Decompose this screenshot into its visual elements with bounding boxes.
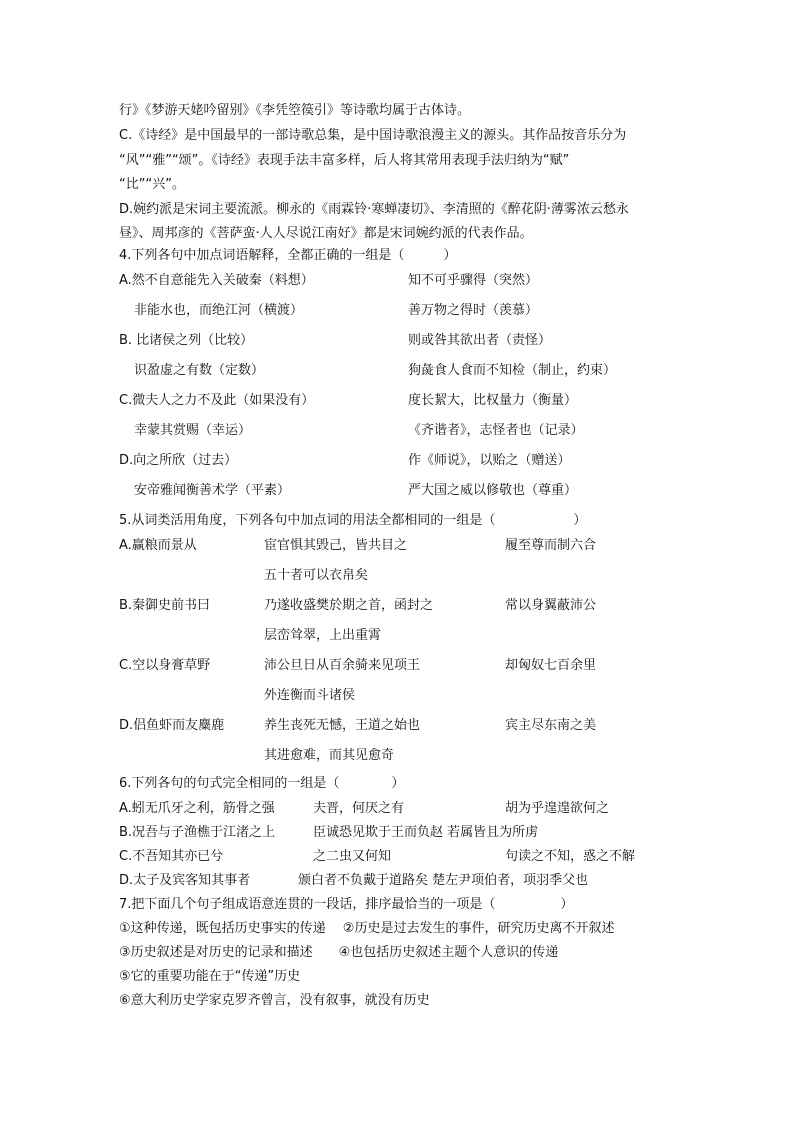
q7-sentence: ③历史叙述是对历史的记录和描述 ④也包括历史叙述主题个人意识的传递 xyxy=(119,945,559,960)
q4-option: 善万物之得时（羡慕） xyxy=(408,303,539,318)
q4-option: 非能水也，而绝江河（横渡） xyxy=(134,303,304,318)
q6-option: D.太子及宾客知其事者 xyxy=(119,873,251,888)
q6-option: 胡为乎遑遑欲何之 xyxy=(505,801,610,816)
q4-option: 知不可乎骤得（突然） xyxy=(408,273,539,288)
option-c-line: C.《诗经》是中国最早的一部诗歌总集，是中国诗歌浪漫主义的源头。其作品按音乐分为 xyxy=(119,128,627,143)
q5-option: 层峦耸翠，上出重霄 xyxy=(264,628,382,643)
q7-sentence: ①这种传递，既包括历史事实的传递 ②历史是过去发生的事件，研究历史离不开叙述 xyxy=(119,921,615,936)
q5-option: C.空以身膏草野 xyxy=(119,658,211,673)
text-line: “风”“雅”“颂”。《诗经》表现手法丰富多样，后人将其常用表现手法归纳为“赋” xyxy=(119,153,570,168)
q4-option: 作《师说》，以贻之（赠送） xyxy=(408,453,571,468)
q4-option: C.微夫人之力不及此（如果没有） xyxy=(119,393,315,408)
q5-option: 常以身翼蔽沛公 xyxy=(505,598,597,613)
q4-option: A.然不自意能先入关破秦（料想） xyxy=(119,273,314,288)
q7-sentence: ⑤它的重要功能在于“传递”历史 xyxy=(119,969,301,984)
q5-option: 却匈奴七百余里 xyxy=(505,658,597,673)
option-d-line: D.婉约派是宋词主要流派。柳永的《雨霖铃·寒蝉凄切》、李清照的《醉花阴·薄雾浓云愁永 xyxy=(119,202,629,217)
q5-option: 乃遂收盛樊於期之首，函封之 xyxy=(264,598,434,613)
q5-option: 宦官惧其毁己，皆共目之 xyxy=(264,538,408,553)
q6-option: B.况吾与子渔樵于江渚之上 xyxy=(119,825,276,840)
q5-option: 宾主尽东南之美 xyxy=(505,718,597,733)
q4-option: 《齐谐者》，志怪者也（记录） xyxy=(408,423,584,438)
q5-option: 沛公旦日从百余骑来见项王 xyxy=(264,658,421,673)
q6-option: 夫晋，何厌之有 xyxy=(313,801,405,816)
q5-option: 履至尊而制六合 xyxy=(505,538,597,553)
q5-option: A.赢粮而景从 xyxy=(119,538,197,553)
text-line: 昼》、周邦彦的《菩萨蛮·人人尽说江南好》都是宋词婉约派的代表作品。 xyxy=(119,226,533,241)
q5-option: 养生丧死无憾，王道之始也 xyxy=(264,718,421,733)
question-4-stem: 4.下列各句中加点词语解释，全都正确的一组是（ ） xyxy=(119,248,457,263)
q4-option: 识盈虚之有数（定数） xyxy=(134,363,265,378)
q5-option: D.侣鱼虾而友麋鹿 xyxy=(119,718,225,733)
q5-option: 其进愈难，而其见愈奇 xyxy=(264,748,395,763)
q4-option: 严大国之威以修敬也（尊重） xyxy=(408,483,578,498)
q4-option: D.向之所欣（过去） xyxy=(119,453,238,468)
q6-option: 句读之不知，惑之不解 xyxy=(505,849,636,864)
q4-option: 幸蒙其赏赐（幸运） xyxy=(134,423,252,438)
text-line: 行》《梦游天姥吟留别》《李凭箜篌引》等诗歌均属于古体诗。 xyxy=(119,103,471,118)
q6-option: 颁白者不负戴于道路矣 楚左尹项伯者，项羽季父也 xyxy=(298,873,589,888)
question-6-stem: 6.下列各句的句式完全相同的一组是（ ） xyxy=(119,776,405,791)
q6-option: C.不吾知其亦已兮 xyxy=(119,849,224,864)
q4-option: 度长絜大，比权量力（衡量） xyxy=(408,393,578,408)
q4-option: B. 比诸侯之列（比较） xyxy=(119,333,254,348)
q4-option: 狗彘食人食而不知检（制止，约束） xyxy=(408,363,617,378)
q7-sentence: ⑥意大利历史学家克罗齐曾言，没有叙事，就没有历史 xyxy=(119,993,430,1008)
q4-option: 安帝雅闻衡善术学（平素） xyxy=(134,483,291,498)
q5-option: 外连衡而斗诸侯 xyxy=(264,688,356,703)
q6-option: A.蚓无爪牙之利，筋骨之强 xyxy=(119,801,275,816)
text-line: “比”“兴”。 xyxy=(119,177,185,192)
q5-option: B.秦御史前书曰 xyxy=(119,598,211,613)
question-7-stem: 7.把下面几个句子组成语意连贯的一段话，排序最恰当的一项是（ ） xyxy=(119,897,574,912)
q6-option: 之二虫又何知 xyxy=(313,849,392,864)
question-5-stem: 5.从词类活用角度，下列各句中加点词的用法全都相同的一组是（ ） xyxy=(119,513,587,528)
q6-option: 臣诚恐见欺于王而负赵 若属皆且为所虏 xyxy=(313,825,539,840)
q4-option: 则或咎其欲出者（责怪） xyxy=(408,333,552,348)
q5-option: 五十者可以衣帛矣 xyxy=(264,568,369,583)
